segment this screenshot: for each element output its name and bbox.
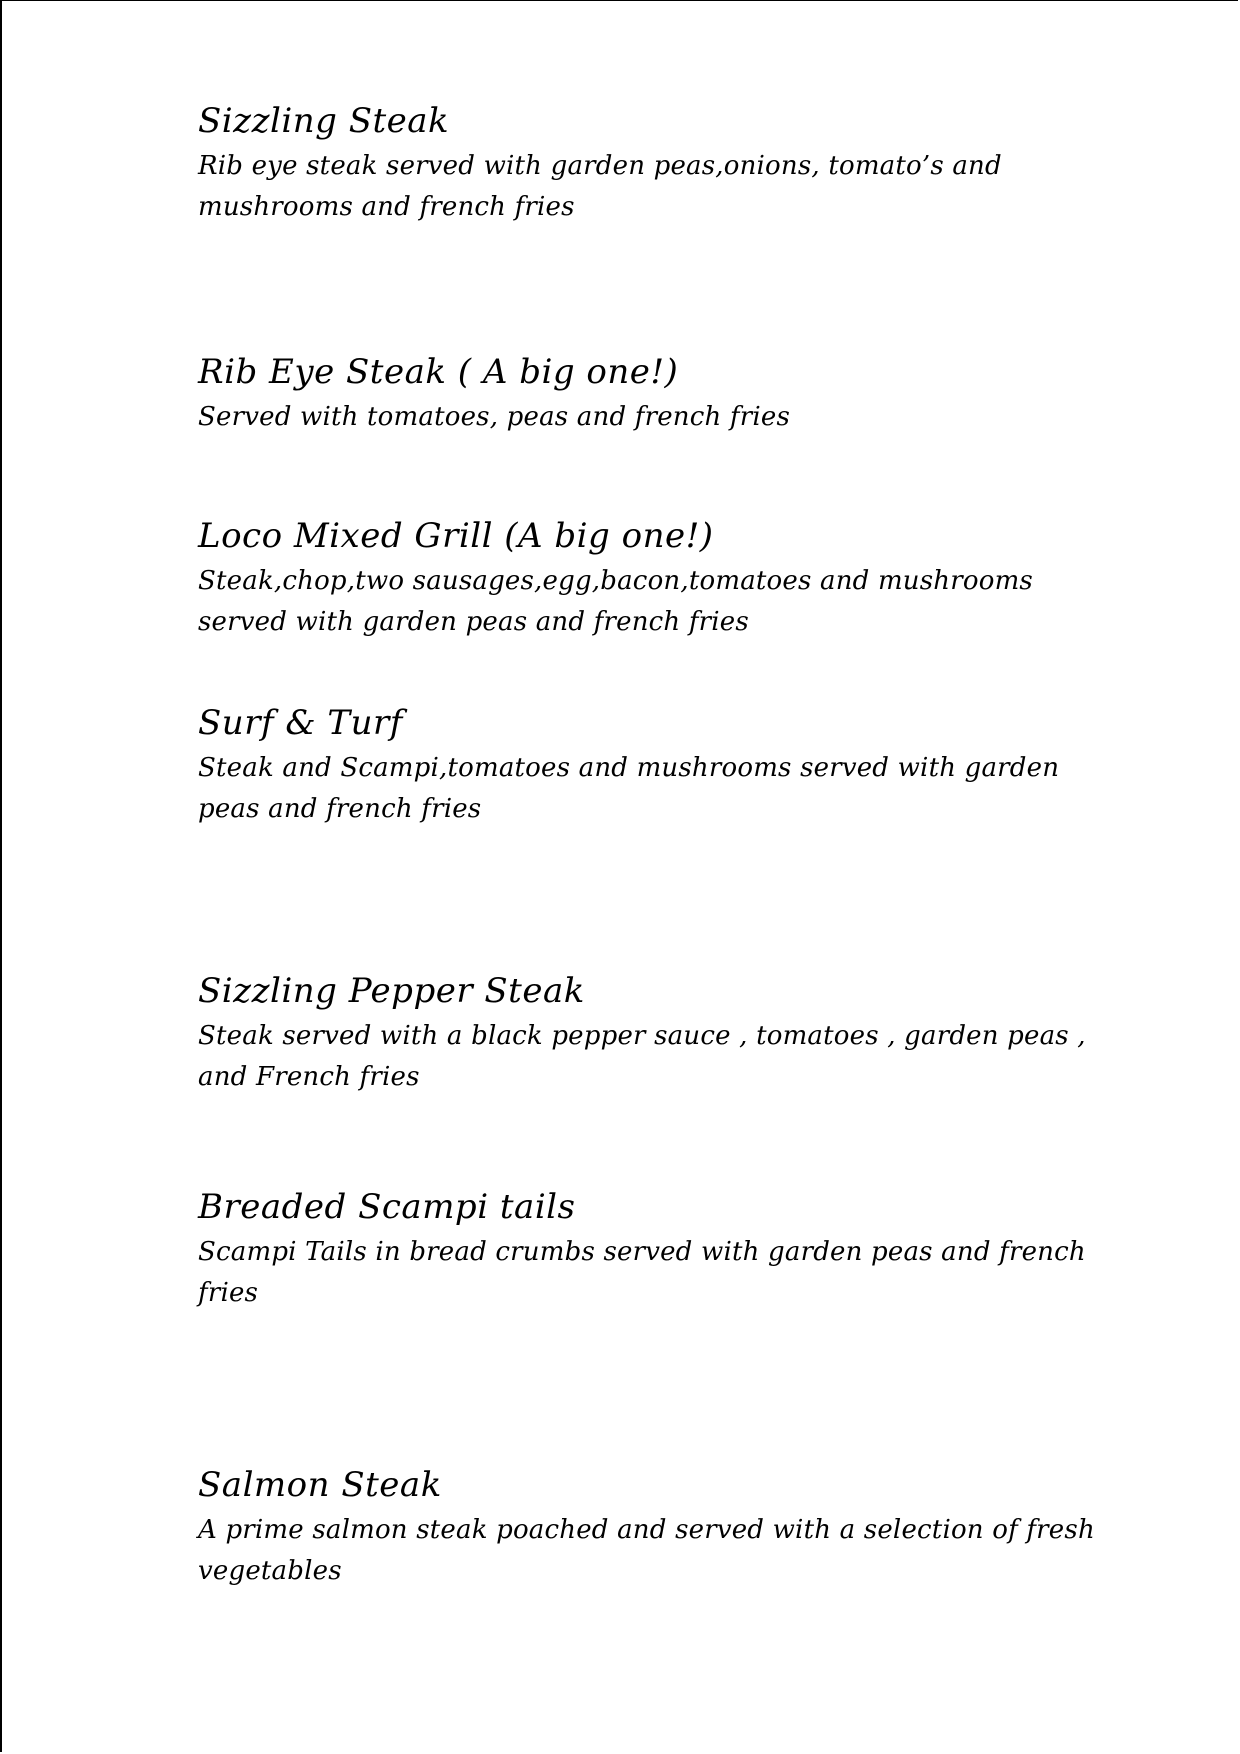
menu-item-title: Loco Mixed Grill (A big one!) [198,516,714,556]
menu-item-description: Rib eye steak served with garden peas,onions, tomato’s and mushrooms and french fries [198,151,1002,222]
menu-item-sizzling-steak [198,100,1098,228]
menu-item-title: Rib Eye Steak ( A big one!) [198,352,679,392]
menu-item-description: Served with tomatoes, peas and french fries [198,402,791,432]
menu-item-description: Steak served with a black pepper sauce , tomatoes , garden peas , and French fries [198,1021,1086,1092]
menu-item-title: Sizzling Pepper Steak [198,971,585,1011]
menu-item-sizzling-pepper-steak [198,970,1098,1098]
menu-item-description: A prime salmon steak poached and served with a selection of fresh vegetables [198,1515,1095,1586]
menu-item-breaded-scampi-tails [198,1186,1098,1314]
menu-item-title: Salmon Steak [198,1465,442,1505]
menu-item-title: Sizzling Steak [198,101,450,141]
menu-item-surf-and-turf [198,702,1098,830]
menu-item-salmon-steak [198,1464,1098,1592]
menu-item-title: Breaded Scampi tails [198,1187,576,1227]
menu-item-rib-eye-steak [198,351,1098,438]
menu-item-description: Steak and Scampi,tomatoes and mushrooms served with garden peas and french fries [198,753,1060,824]
menu-item-loco-mixed-grill [198,515,1098,643]
menu-item-description: Scampi Tails in bread crumbs served with garden peas and french fries [198,1237,1086,1308]
menu-item-title: Surf & Turf [198,703,403,743]
menu-item-description: Steak,chop,two sausages,egg,bacon,tomatoes and mushrooms served with garden peas and french fries [198,566,1033,637]
